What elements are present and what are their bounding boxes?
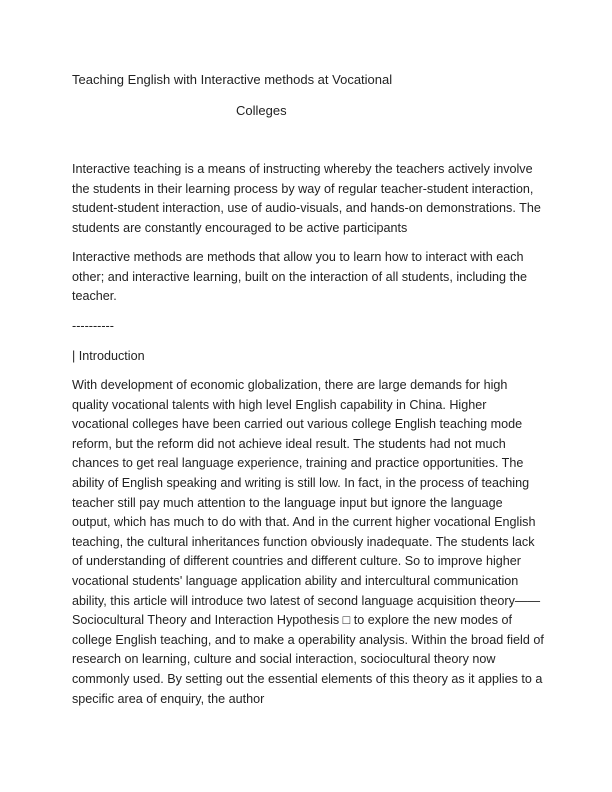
- paragraph-introduction: With development of economic globalization, there are large demands for high quality vocational talents with high level English capability in China. Higher vocational colleges have been carried out various college English teaching mode reform, but the reform did not achieve ideal result. The students had not much chances to get real language experience, training and practice opportunities. The ability of English speaking and writing is still low. In fact, in the process of teaching teacher still pay much attention to the language input but ignore the language output, which has much to do with that. And in the current higher vocational English teaching, the cultural inheritances function obviously inadequate. The students lack of understanding of different countries and different culture. So to improve higher vocational students' language application ability and intercultural communication ability, this article will introduce two latest of second language acquisition theory—— Sociocultural Theory and Interaction Hypothesis □ to explore the new modes of college English teaching, and to make a operability analysis. Within the broad field of research on learning, culture and social interaction, sociocultural theory now commonly used. By setting out the essential elements of this theory as it applies to a specific area of enquiry, the author: [72, 378, 544, 706]
- document-title-line-2: Colleges: [236, 103, 287, 118]
- section-heading-introduction: | Introduction: [72, 349, 145, 363]
- paragraph-interactive-methods: Interactive methods are methods that allow you to learn how to interact with each other; and interactive learning, built on the interaction of all students, including the teacher.: [72, 250, 528, 304]
- separator-line: ----------: [72, 319, 114, 333]
- paragraph-interactive-teaching: Interactive teaching is a means of instructing whereby the teachers actively involve the students in their learning process by way of regular teacher-student interaction, student-student interaction, use of audio-visuals, and hands-on demonstrations. The students are constantly encouraged to be active participants: [72, 162, 541, 235]
- document-title-line-1: Teaching English with Interactive methods at Vocational: [72, 72, 393, 87]
